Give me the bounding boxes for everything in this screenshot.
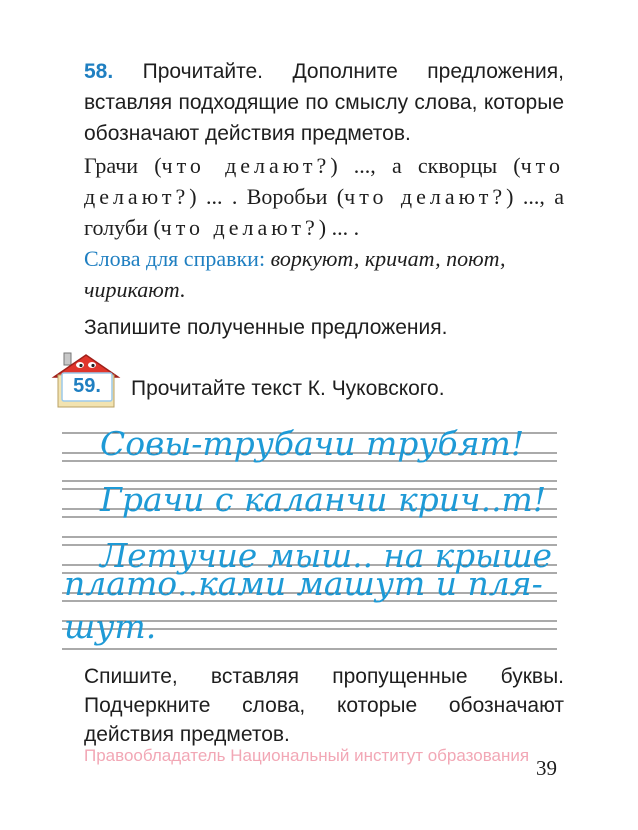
sentence-fragment: ) ..., а скворцы ( bbox=[330, 153, 521, 178]
question-what-do-they-do: что делают? bbox=[161, 153, 331, 178]
copybook-lines bbox=[62, 420, 557, 660]
reference-words-end: . bbox=[179, 277, 186, 302]
copyright-watermark: Правообладатель Национальный институт образования bbox=[84, 746, 530, 765]
exercise-58-instruction-text: Прочитайте. Дополните предложения, вставляя подходящие по смыслу слова, которые обозначают действия предметов. bbox=[84, 60, 564, 145]
sentence-fragment: ) ... . bbox=[318, 215, 360, 240]
question-what-do-they-do: что делают? bbox=[84, 153, 564, 209]
sentence-fragment: Грачи ( bbox=[84, 153, 162, 178]
question-what-do-they-do: что делают? bbox=[344, 184, 507, 209]
cursive-line-1: Совы-трубачи трубят! bbox=[100, 424, 525, 463]
cursive-line-2: Грачи с каланчи крич..т! bbox=[100, 480, 547, 519]
question-what-do-they-do: что делают? bbox=[160, 215, 319, 240]
exercise-58-instruction bbox=[84, 56, 564, 149]
reference-words bbox=[84, 243, 564, 305]
reference-words-label: Слова для справки: bbox=[84, 246, 266, 271]
reference-words-list: воркуют, кричат, поют, чирикают bbox=[84, 246, 506, 302]
sentence-fragment: ) ..., а голуби ( bbox=[84, 184, 565, 240]
exercise-59-task: Спишите, вставляя пропущенные буквы. Подчеркните слова, которые обозначают действия предметов. bbox=[84, 665, 564, 746]
exercise-58-task: Запишите полученные предложения. bbox=[84, 316, 448, 339]
exercise-59-instruction: Прочитайте текст К. Чуковского. bbox=[131, 377, 445, 400]
exercise-59-number: 59. bbox=[73, 375, 101, 397]
cursive-line-4: плато..ками машут и пля- bbox=[64, 564, 543, 603]
page-number: 39 bbox=[536, 756, 557, 780]
cursive-line-3: Летучие мыш.. на крыше bbox=[98, 536, 553, 575]
sentence-fragment: ) ... . Воробьи ( bbox=[189, 184, 345, 209]
exercise-58-sentences bbox=[84, 150, 564, 243]
cursive-line-5: шут. bbox=[64, 607, 157, 646]
exercise-58-number: 58. bbox=[84, 60, 114, 83]
